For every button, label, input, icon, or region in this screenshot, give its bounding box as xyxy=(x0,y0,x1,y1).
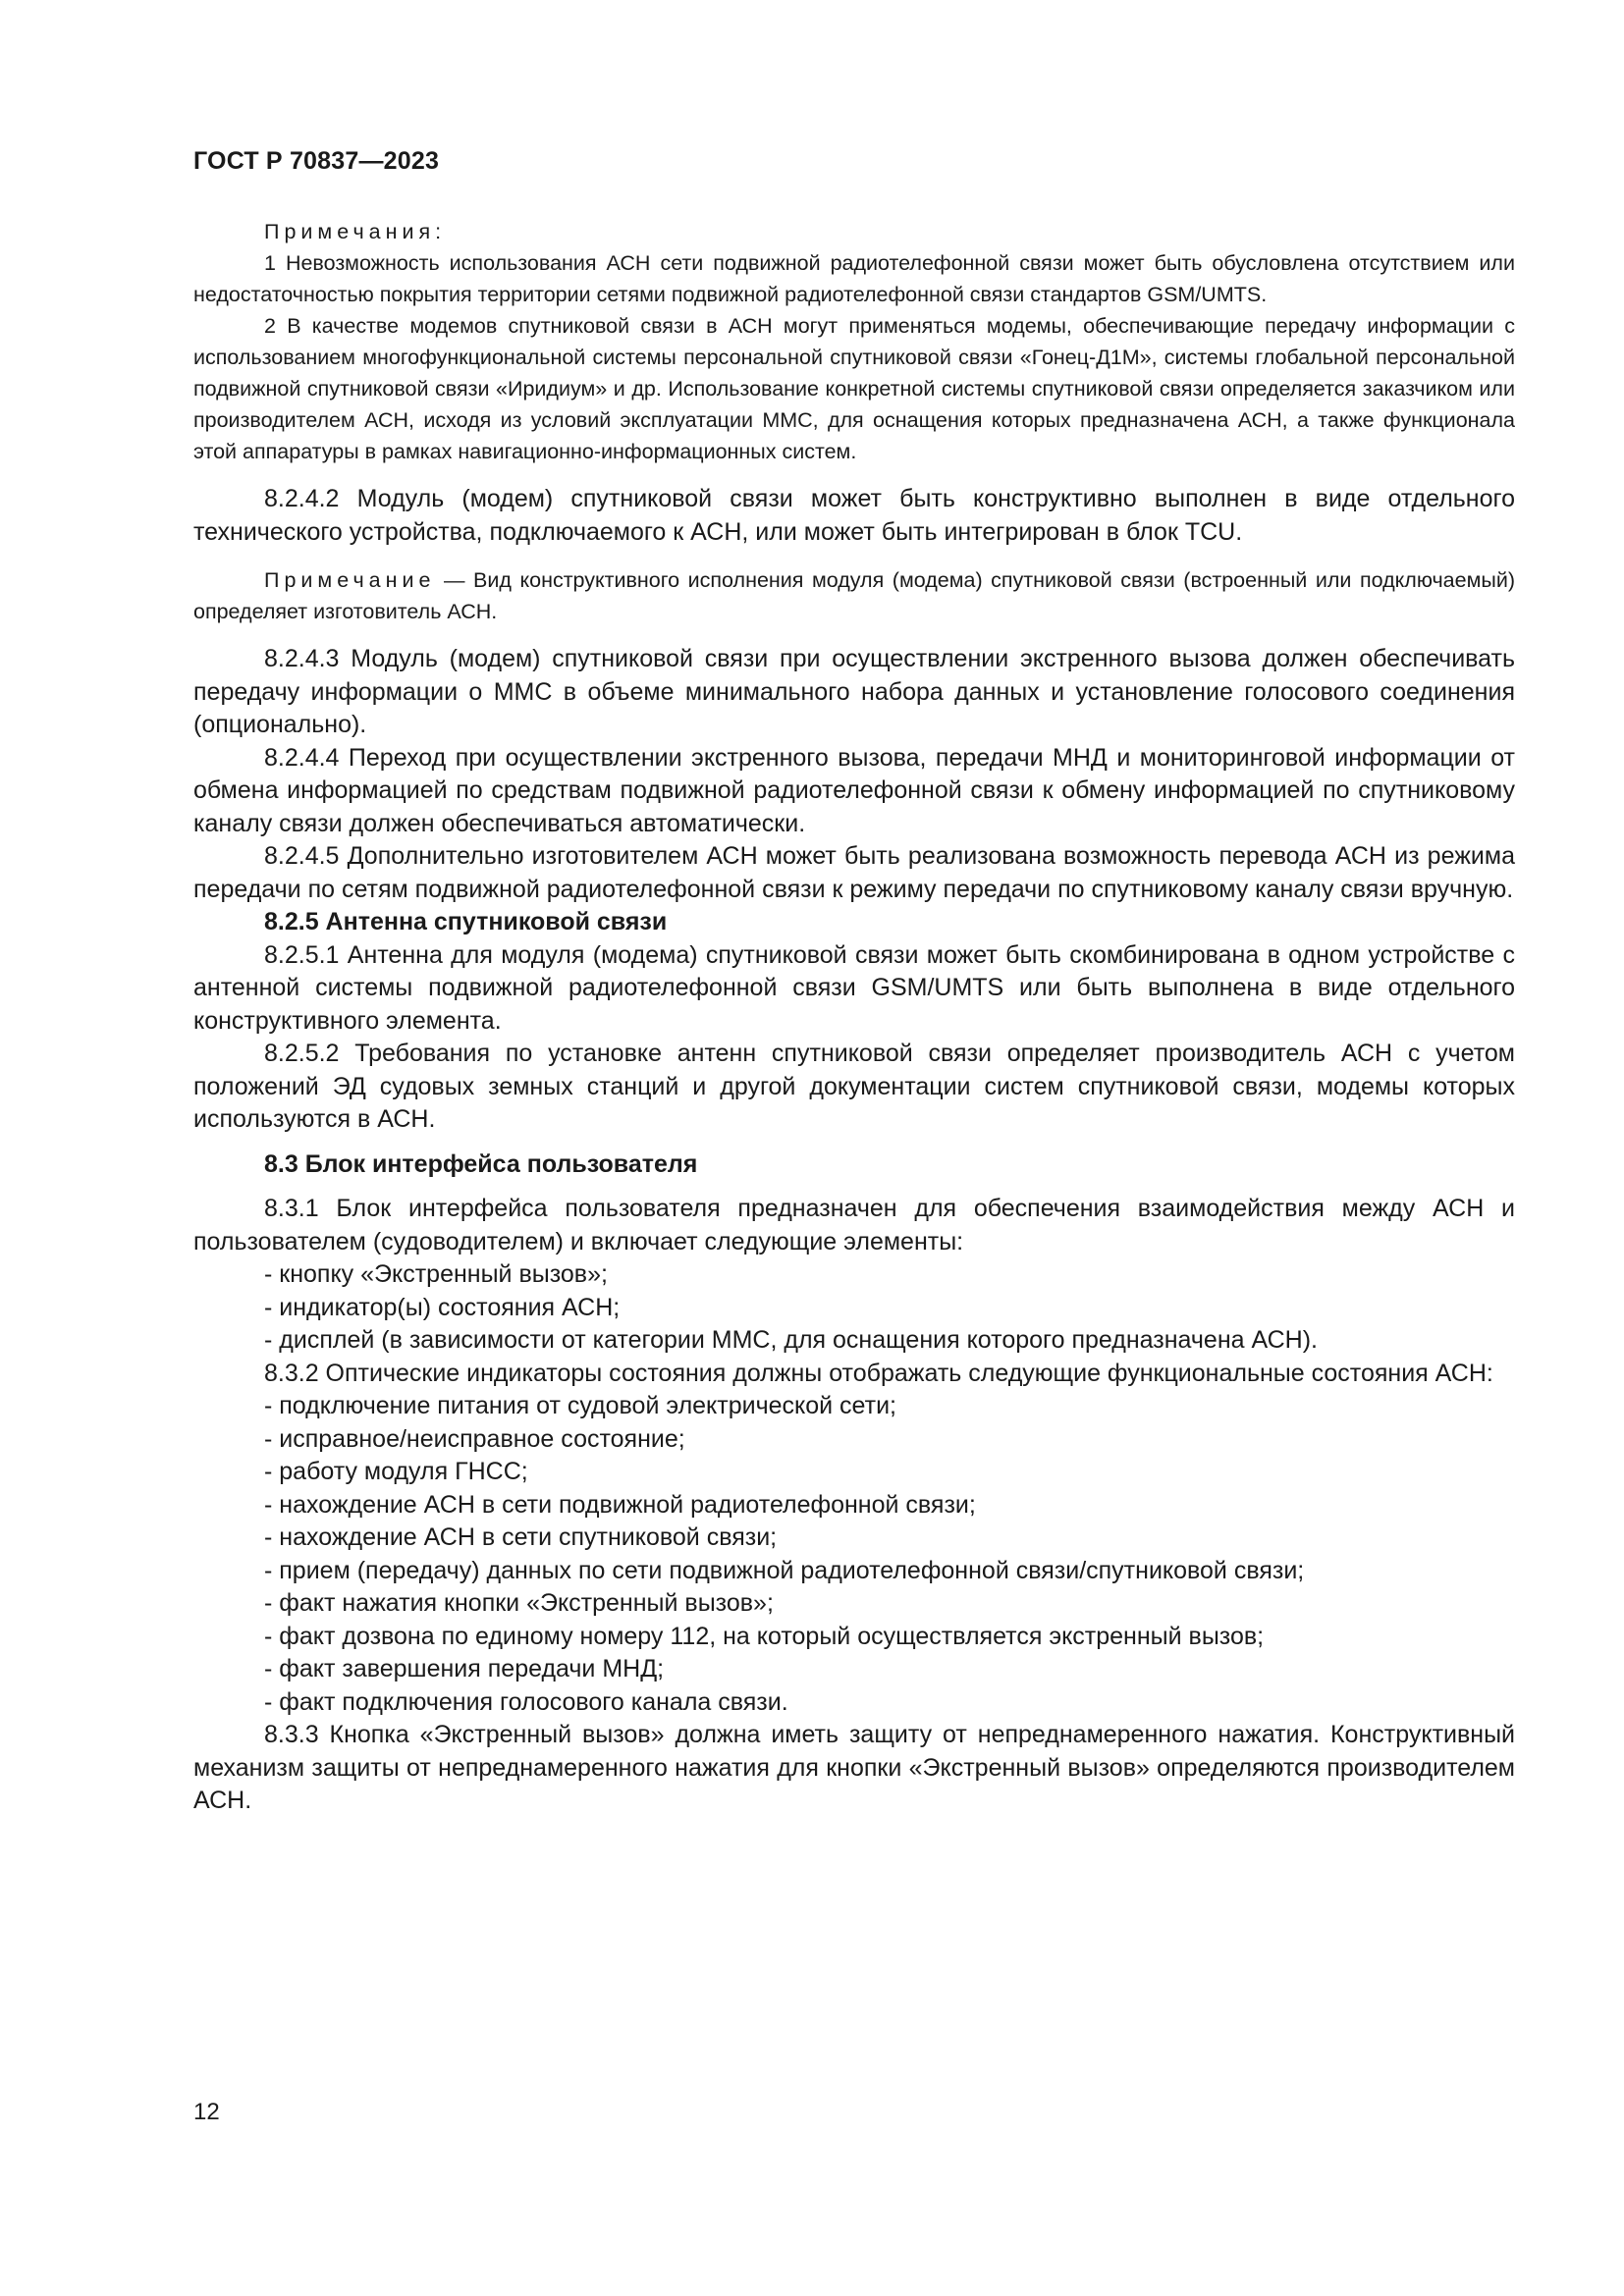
note-text: — Вид конструктивного исполнения модуля (модема) спутниковой связи (встроенный или подключаемый) определяет изготовитель АСН. xyxy=(193,568,1515,623)
list-item: - прием (передачу) данных по сети подвижной радиотелефонной связи/спутниковой связи; xyxy=(264,1556,1305,1584)
page-body xyxy=(193,216,1515,1818)
paragraph-8-2-4-4: 8.2.4.4 Переход при осуществлении экстренного вызова, передачи МНД и мониторинговой информации от обмена информацией по средствам подвижной радиотелефонной связи к обмену информацией по спутниковому каналу связи должен обеспечиваться автоматически. xyxy=(193,743,1515,837)
paragraph-8-2-4-5: 8.2.4.5 Дополнительно изготовителем АСН может быть реализована возможность перевода АСН из режима передачи по сетям подвижной радиотелефонной связи к режиму передачи по спутниковому каналу связи вручную. xyxy=(193,842,1515,903)
paragraph-8-3-1: 8.3.1 Блок интерфейса пользователя предназначен для обеспечения взаимодействия между АСН и пользователем (судоводителем) и включает следующие элементы: xyxy=(193,1195,1515,1255)
paragraph-8-3-2: 8.3.2 Оптические индикаторы состояния должны отображать следующие функциональные состояния АСН: xyxy=(264,1359,1493,1387)
paragraph-8-2-4-2: 8.2.4.2 Модуль (модем) спутниковой связи может быть конструктивно выполнен в виде отдельного технического устройства, подключаемого к АСН, или может быть интегрирован в блок TCU. xyxy=(193,485,1515,546)
note-block-2 xyxy=(193,564,1515,627)
list-item: - факт нажатия кнопки «Экстренный вызов»; xyxy=(264,1589,774,1617)
list-item: - дисплей (в зависимости от категории ММС, для оснащения которого предназначена АСН). xyxy=(264,1326,1318,1354)
paragraph-8-2-4-3: 8.2.4.3 Модуль (модем) спутниковой связи при осуществлении экстренного вызова должен обеспечивать передачу информации о ММС в объеме минимального набора данных и установление голосового соединения (опционально). xyxy=(193,645,1515,738)
list-item: - нахождение АСН в сети спутниковой связи; xyxy=(264,1523,778,1551)
main-text-2 xyxy=(193,643,1515,1818)
list-item: - факт завершения передачи МНД; xyxy=(264,1655,665,1682)
list-item: - нахождение АСН в сети подвижной радиотелефонной связи; xyxy=(264,1490,976,1519)
list-item: - индикатор(ы) состояния АСН; xyxy=(264,1293,621,1321)
note-1: 1 Невозможность использования АСН сети подвижной радиотелефонной связи может быть обусловлена отсутствием или недостаточностью покрытия территории сетями подвижной радиотелефонной связи стандартов GSM/UMTS. xyxy=(193,251,1515,306)
main-text xyxy=(193,483,1515,549)
list-item: - факт подключения голосового канала связи. xyxy=(264,1687,788,1716)
paragraph-8-3-3: 8.3.3 Кнопка «Экстренный вызов» должна иметь защиту от непреднамеренного нажатия. Конструктивный механизм защиты от непреднамеренного нажатия для кнопки «Экстренный вызов» определяются производителем АСН. xyxy=(193,1721,1515,1814)
list-item: - факт дозвона по единому номеру 112, на который осуществляется экстренный вызов; xyxy=(264,1622,1265,1650)
note-label: Примечание xyxy=(264,568,436,592)
notes-block xyxy=(193,216,1515,467)
document-header: ГОСТ Р 70837—2023 xyxy=(193,147,440,175)
list-item: - исправное/неисправное состояние; xyxy=(264,1424,685,1453)
paragraph-8-2-5-2: 8.2.5.2 Требования по установке антенн спутниковой связи определяет производитель АСН с учетом положений ЭД судовых земных станций и другой документации систем спутниковой связи, модемы которых используются в АСН. xyxy=(193,1040,1515,1133)
list-item: - кнопку «Экстренный вызов»; xyxy=(264,1260,608,1288)
list-item: - подключение питания от судовой электрической сети; xyxy=(264,1392,896,1419)
note-single xyxy=(193,564,1515,627)
heading-8-3: 8.3 Блок интерфейса пользователя xyxy=(264,1149,698,1178)
heading-8-2-5: 8.2.5 Антенна спутниковой связи xyxy=(264,908,668,935)
paragraph-8-2-5-1: 8.2.5.1 Антенна для модуля (модема) спутниковой связи может быть скомбинирована в одном устройстве с антенной системы подвижной радиотелефонной связи GSM/UMTS или быть выполнена в виде отдельного конструктивного элемента. xyxy=(193,940,1515,1035)
notes-title: Примечания: xyxy=(264,220,447,243)
list-item: - работу модуля ГНСС; xyxy=(264,1458,528,1485)
note-2: 2 В качестве модемов спутниковой связи в АСН могут применяться модемы, обеспечивающие передачу информации с использованием многофункциональной системы персональной спутниковой связи «Гонец-Д1М», системы глобальной персональной подвижной спутниковой связи «Иридиум» и др. Использование конкретной системы спутниковой связи определяется заказчиком или производителем АСН, исходя из условий эксплуатации ММС, для оснащения которых предназначена АСН, а также функционала этой аппаратуры в рамках навигационно-информационных систем. xyxy=(193,314,1515,463)
page-number: 12 xyxy=(193,2099,220,2125)
